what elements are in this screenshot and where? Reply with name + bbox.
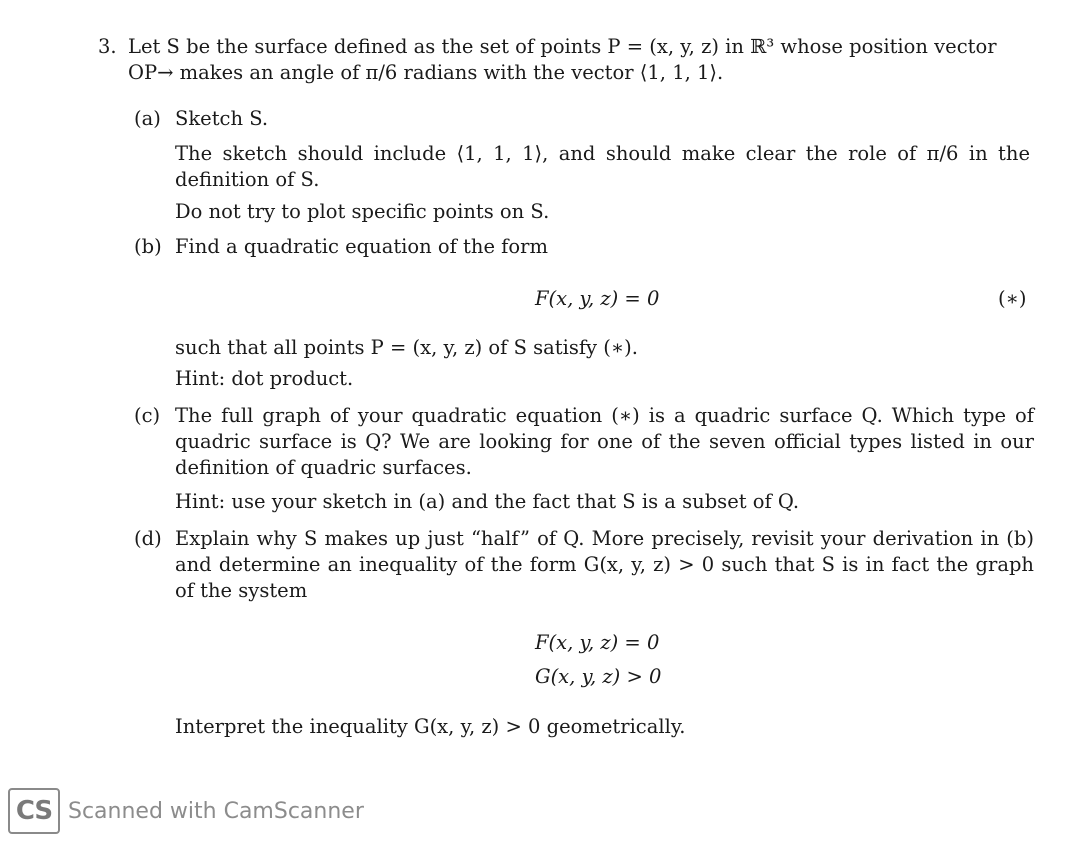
- system-inequality-g: G(x, y, z) > 0: [535, 665, 662, 688]
- part-a-title: Sketch S.: [175, 107, 269, 130]
- watermark-text: Scanned with CamScanner: [68, 798, 364, 824]
- problem-number: 3.: [98, 35, 117, 58]
- part-d-interpret: Interpret the inequality G(x, y, z) > 0 geometrically.: [175, 715, 686, 738]
- part-a-detail: The sketch should include ⟨1, 1, 1⟩, and should make clear the role of π/6 in the definition of S.: [175, 142, 1030, 191]
- part-c: [134, 403, 1034, 481]
- part-d-text: Explain why S makes up just “half” of Q. More precisely, revisit your derivation in (b) and determine an inequality of the form G(x, y, z) > 0 such that S is in fact the graph of the system: [175, 527, 1034, 602]
- camscanner-logo: CS: [8, 788, 60, 834]
- system-equation-f: F(x, y, z) = 0: [535, 631, 660, 654]
- part-c-label: (c): [134, 404, 161, 427]
- part-b-title: Find a quadratic equation of the form: [175, 235, 548, 258]
- part-a: [134, 106, 1034, 132]
- part-c-hint: Hint: use your sketch in (a) and the fact that S is a subset of Q.: [175, 490, 800, 513]
- part-a-label: (a): [134, 107, 161, 130]
- part-d: [134, 526, 1034, 604]
- part-b: [134, 234, 1034, 260]
- problem-intro-block: [98, 34, 1043, 86]
- part-b-hint: Hint: dot product.: [175, 367, 354, 390]
- part-a-note: Do not try to plot specific points on S.: [175, 200, 550, 223]
- equation-f: F(x, y, z) = 0: [535, 287, 660, 310]
- part-b-label: (b): [134, 235, 162, 258]
- equation-tag: (∗): [998, 287, 1027, 310]
- part-c-text: The full graph of your quadratic equation (∗) is a quadric surface Q. Which type of quadric surface is Q? We are looking for one of the seven official types listed in our definition of quadric surfaces.: [175, 404, 1034, 479]
- camscanner-watermark: [8, 786, 364, 836]
- part-b-after: such that all points P = (x, y, z) of S satisfy (∗).: [175, 336, 638, 359]
- problem-intro: Let S be the surface defined as the set of points P = (x, y, z) in ℝ³ whose position vector OP→ makes an angle of π/6 radians with the vector ⟨1, 1, 1⟩.: [128, 35, 997, 84]
- part-d-label: (d): [134, 527, 162, 550]
